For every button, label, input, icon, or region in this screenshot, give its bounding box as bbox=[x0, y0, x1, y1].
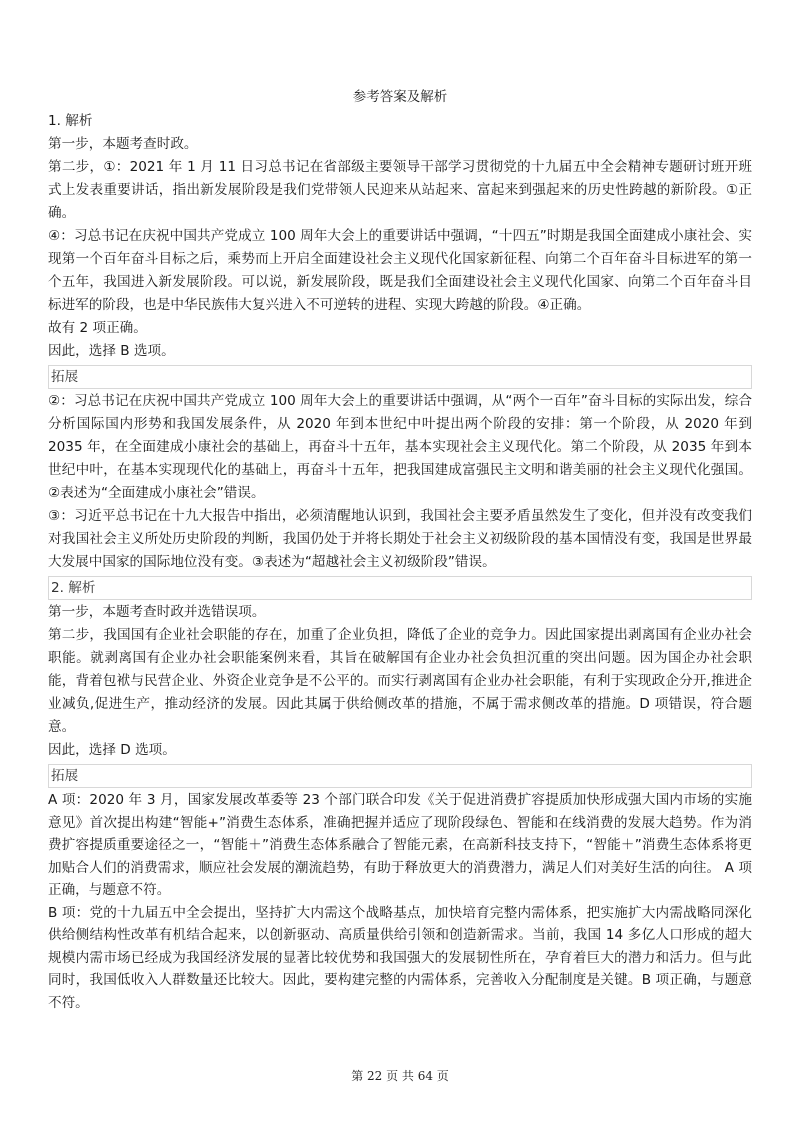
q2-extension-label: 拓展 bbox=[48, 764, 752, 788]
q1-heading: 1. 解析 bbox=[48, 113, 93, 129]
q2-extension-a: A 项：2020 年 3 月，国家发展改革委等 23 个部门联合印发《关于促进消费扩容提质加快形成强大国内市场的实施意见》首次提出构建“智能+”消费生态体系，准确把握并适应了现阶段绿色、智能和在线消费的发展大趋势。作为消费扩容提质重要途径之一，“智能＋”消费生态体系融合了智能元素，在高新科技支持下，“智能＋”消费生态体系将更加贴合人们的消费需求，顺应社会发展的潮流趋势，有助于释放更大的消费潜力，满足人们对美好生活的向往。 A 项正确，与题意不符。 bbox=[48, 792, 752, 898]
q1-step1: 第一步，本题考查时政。 bbox=[48, 136, 198, 152]
q1-conclusion: 因此，选择 B 选项。 bbox=[48, 343, 175, 359]
q1-extension-point2: ②：习总书记在庆祝中国共产党成立 100 周年大会上的重要讲话中强调，从“两个一百年”奋斗目标的实际出发，综合分析国际国内形势和我国发展条件，从 2020 年到本世纪中叶提出两个阶段的安排：第一个阶段，从 2020 年到 2035 年，在全面建成小康社会的基础上，再奋斗十五年，基本实现社会主义现代化。第二个阶段，从 2035 年到本世纪中叶，在基本实现现代化的基础上，再奋斗十五年，把我国建成富强民主文明和谐美丽的社会主义现代化强国。②表述为“全面建成小康社会”错误。 bbox=[48, 393, 752, 501]
page-title: 参考答案及解析 bbox=[352, 89, 448, 105]
q2-conclusion: 因此，选择 D 选项。 bbox=[48, 742, 176, 758]
q1-extension-label: 拓展 bbox=[48, 365, 752, 389]
q2-extension-b: B 项：党的十九届五中全会提出，坚持扩大内需这个战略基点，加快培育完整内需体系，把实施扩大内需战略同深化供给侧结构性改革有机结合起来，以创新驱动、高质量供给引领和创造新需求。当前，我国 14 多亿人口形成的超大规模内需市场已经成为我国经济发展的显著比较优势和我国强大的发展韧性所在，孕育着巨大的潜力和活力。但与此同时，我国低收入人群数量还比较大。因此，要构建完整的内需体系，完善收入分配制度是关键。B 项正确，与题意不符。 bbox=[48, 904, 752, 1011]
q1-extension-point3: ③：习近平总书记在十九大报告中指出，必须清醒地认识到，我国社会主要矛盾虽然发生了变化，但并没有改变我们对我国社会主义所处历史阶段的判断，我国仍处于并将长期处于社会主义初级阶段的基本国情没有变，我国是世界最大发展中国家的国际地位没有变。③表述为“超越社会主义初级阶段”错误。 bbox=[48, 508, 752, 570]
q2-step1: 第一步，本题考查时政并选错误项。 bbox=[48, 604, 266, 620]
q1-step2: 第二步，①：2021 年 1 月 11 日习总书记在省部级主要领导干部学习贯彻党的十九届五中全会精神专题研讨班开班式上发表重要讲话，指出新发展阶段是我们党带领人民迎来从站起来、富起来到强起来的历史性跨越的新阶段。①正确。 bbox=[48, 159, 752, 221]
q1-point4: ④：习总书记在庆祝中国共产党成立 100 周年大会上的重要讲话中强调，“十四五”时期是我国全面建成小康社会、实现第一个百年奋斗目标之后，乘势而上开启全面建设社会主义现代化国家新征程、向第二个百年奋斗目标进军的第一个五年，我国进入新发展阶段。可以说，新发展阶段，既是我们全面建设社会主义现代化国家、向第二个百年奋斗目标进军的阶段，也是中华民族伟大复兴进入不可逆转的进程、实现大跨越的阶段。④正确。 bbox=[48, 228, 752, 313]
q2-step2: 第二步，我国国有企业社会职能的存在，加重了企业负担，降低了企业的竞争力。因此国家提出剥离国有企业办社会职能。就剥离国有企业办社会职能案例来看，其旨在破解国有企业办社会负担沉重的突出问题。因为国企办社会职能，背着包袱与民营企业、外资企业竞争是不公平的。而实行剥离国有企业办社会职能，有利于实现政企分开,推进企业减负,促进生产，推动经济的发展。因此其属于供给侧改革的措施，不属于需求侧改革的措施。D 项错误，符合题意。 bbox=[48, 627, 752, 735]
page-footer: 第 22 页 共 64 页 bbox=[351, 1069, 449, 1083]
q2-heading: 2. 解析 bbox=[48, 576, 752, 600]
q1-count: 故有 2 项正确。 bbox=[48, 320, 147, 336]
